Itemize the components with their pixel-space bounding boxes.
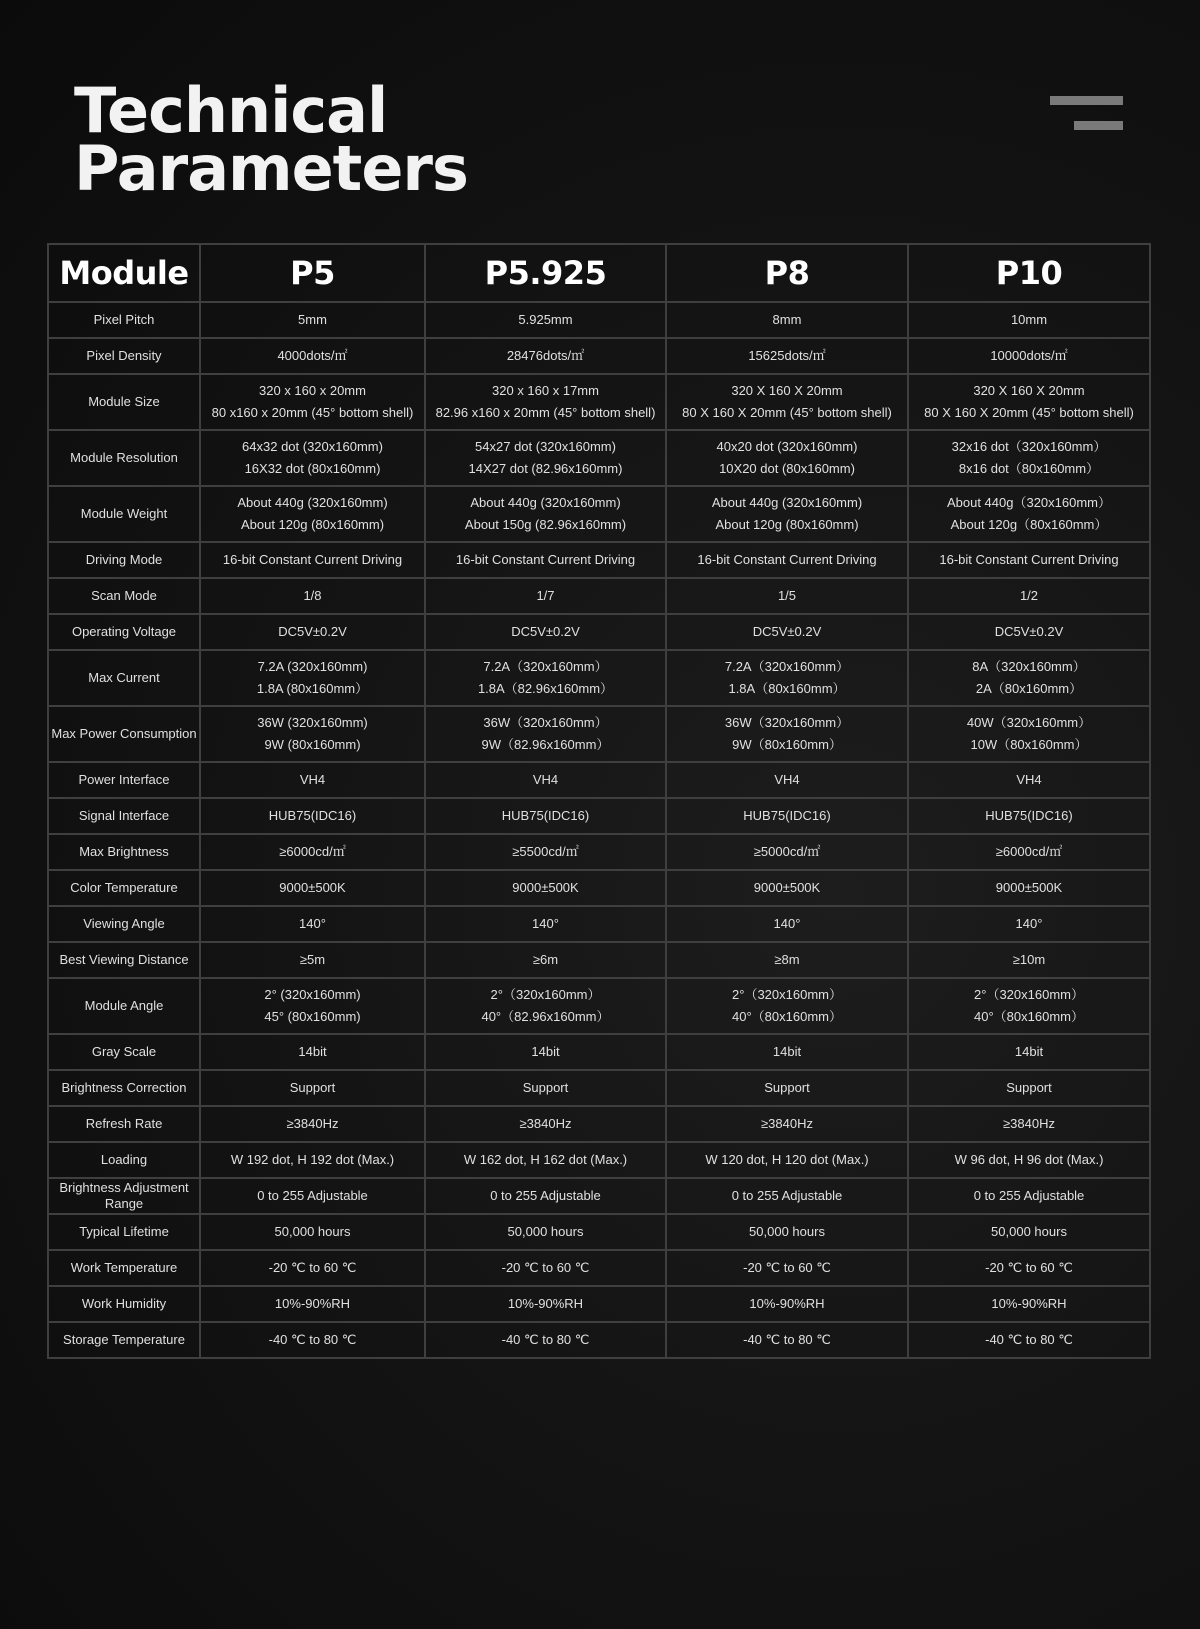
table-cell xyxy=(666,906,908,942)
cell-text-line: 9W (80x160mm) xyxy=(264,737,361,752)
table-cell xyxy=(666,650,908,706)
table-cell xyxy=(908,338,1150,374)
row-label: Refresh Rate xyxy=(48,1106,200,1142)
table-cell xyxy=(200,706,425,762)
table-cell xyxy=(908,906,1150,942)
row-label: Pixel Density xyxy=(48,338,200,374)
table-cell xyxy=(425,542,666,578)
row-label: Max Current xyxy=(48,650,200,706)
table-cell xyxy=(666,978,908,1034)
cell-text-line: About 120g (80x160mm) xyxy=(240,517,385,532)
table-cell xyxy=(200,542,425,578)
cell-text-line: 10mm xyxy=(1010,312,1048,327)
cell-text-line: 7.2A（320x160mm） xyxy=(483,659,608,674)
table-row xyxy=(48,430,1150,486)
table-cell xyxy=(666,338,908,374)
column-header-p10: P10 xyxy=(908,244,1150,302)
cell-text-line: W 192 dot, H 192 dot (Max.) xyxy=(230,1152,395,1167)
cell-text-line: 45° (80x160mm) xyxy=(264,1009,361,1024)
cell-text-line: 320 x 160 x 20mm xyxy=(259,383,366,398)
table-cell xyxy=(200,1142,425,1178)
table-row xyxy=(48,1286,1150,1322)
cell-text-line: 7.2A (320x160mm) xyxy=(257,659,368,674)
cell-text-line: 1/7 xyxy=(536,588,555,603)
row-label: Viewing Angle xyxy=(48,906,200,942)
cell-text-line: 140° xyxy=(532,916,559,931)
table-cell xyxy=(200,762,425,798)
table-cell xyxy=(666,1178,908,1214)
cell-text-line: VH4 xyxy=(299,772,326,787)
row-label: Power Interface xyxy=(48,762,200,798)
table-cell xyxy=(425,1142,666,1178)
cell-text-line: VH4 xyxy=(774,772,800,787)
cell-text-line: 16X32 dot (80x160mm) xyxy=(244,461,381,476)
cell-text-line: -20 ℃ to 60 ℃ xyxy=(985,1260,1073,1275)
cell-text-line: 0 to 255 Adjustable xyxy=(731,1188,843,1203)
cell-text-line: About 440g（320x160mm） xyxy=(946,495,1112,510)
cell-text-line: HUB75(IDC16) xyxy=(743,808,831,823)
cell-text-line: 16-bit Constant Current Driving xyxy=(455,552,636,567)
cell-text-line: 64x32 dot (320x160mm) xyxy=(242,439,383,454)
cell-text-line: 16-bit Constant Current Driving xyxy=(697,552,877,567)
table-cell xyxy=(425,486,666,542)
table-row xyxy=(48,870,1150,906)
cell-text-line: 320 x 160 x 17mm xyxy=(492,383,599,398)
table-cell xyxy=(666,1106,908,1142)
table-row xyxy=(48,650,1150,706)
table-cell xyxy=(908,374,1150,430)
cell-text-line: 40°（80x160mm） xyxy=(732,1009,842,1024)
cell-text-line: 320 X 160 X 20mm xyxy=(731,383,843,398)
cell-text-line: 36W（320x160mm） xyxy=(483,715,608,730)
row-label: Signal Interface xyxy=(48,798,200,834)
cell-text-line: 1.8A（80x160mm） xyxy=(728,681,846,696)
cell-text-line: W 120 dot, H 120 dot (Max.) xyxy=(705,1152,869,1167)
table-cell xyxy=(425,430,666,486)
cell-text-line: 14bit xyxy=(772,1044,802,1059)
table-cell xyxy=(908,1214,1150,1250)
cell-text-line: 80 X 160 X 20mm (45° bottom shell) xyxy=(682,405,892,420)
cell-text-line: ≥5m xyxy=(299,952,326,967)
cell-text-line: 2°（320x160mm） xyxy=(490,987,601,1002)
cell-text-line: 1/8 xyxy=(303,588,322,603)
table-cell xyxy=(666,706,908,762)
table-cell xyxy=(425,762,666,798)
cell-text-line: 82.96 x160 x 20mm (45° bottom shell) xyxy=(435,405,656,420)
parameters-table xyxy=(47,243,1151,1359)
table-cell xyxy=(666,798,908,834)
cell-text-line: 9000±500K xyxy=(995,880,1063,895)
cell-text-line: 7.2A（320x160mm） xyxy=(724,659,850,674)
cell-text-line: -40 ℃ to 80 ℃ xyxy=(501,1332,590,1347)
cell-text-line: 40°（82.96x160mm） xyxy=(481,1009,610,1024)
row-label: Work Humidity xyxy=(48,1286,200,1322)
row-label: Max Brightness xyxy=(48,834,200,870)
table-cell xyxy=(200,614,425,650)
cell-text-line: 14bit xyxy=(298,1044,327,1059)
table-cell xyxy=(666,1034,908,1070)
table-cell xyxy=(908,798,1150,834)
cell-text-line: 50,000 hours xyxy=(991,1224,1067,1239)
row-label: Gray Scale xyxy=(48,1034,200,1070)
page-title xyxy=(74,74,468,205)
cell-text-line: 4000dots/㎡ xyxy=(277,348,348,363)
table-cell xyxy=(666,542,908,578)
table-cell xyxy=(666,430,908,486)
table-cell xyxy=(425,338,666,374)
cell-text-line: 15625dots/㎡ xyxy=(748,348,826,363)
cell-text-line: ≥3840Hz xyxy=(1003,1116,1055,1131)
cell-text-line: DC5V±0.2V xyxy=(278,624,347,639)
table-cell xyxy=(666,942,908,978)
table-cell xyxy=(908,614,1150,650)
table-cell xyxy=(666,302,908,338)
cell-text-line: W 96 dot, H 96 dot (Max.) xyxy=(954,1152,1104,1167)
cell-text-line: 16-bit Constant Current Driving xyxy=(222,552,403,567)
cell-text-line: 1.8A (80x160mm） xyxy=(256,681,369,696)
cell-text-line: ≥3840Hz xyxy=(519,1116,572,1131)
table-cell xyxy=(908,1286,1150,1322)
table-cell xyxy=(425,578,666,614)
cell-text-line: 40W（320x160mm） xyxy=(966,715,1092,730)
row-label: Best Viewing Distance xyxy=(48,942,200,978)
cell-text-line: 2A（80x160mm） xyxy=(975,681,1083,696)
cell-text-line: 50,000 hours xyxy=(507,1224,584,1239)
cell-text-line: Support xyxy=(764,1080,810,1095)
cell-text-line: DC5V±0.2V xyxy=(511,624,580,639)
cell-text-line: 36W (320x160mm) xyxy=(257,715,368,730)
row-label: Brightness Adjustment Range xyxy=(48,1178,200,1214)
cell-text-line: 16-bit Constant Current Driving xyxy=(939,552,1119,567)
row-label: Loading xyxy=(48,1142,200,1178)
cell-text-line: ≥8m xyxy=(774,952,800,967)
table-cell xyxy=(425,1106,666,1142)
table-cell xyxy=(425,1178,666,1214)
table-cell xyxy=(200,1178,425,1214)
cell-text-line: About 440g (320x160mm) xyxy=(470,495,621,510)
table-cell xyxy=(666,578,908,614)
cell-text-line: VH4 xyxy=(1016,772,1042,787)
table-row xyxy=(48,614,1150,650)
cell-text-line: W 162 dot, H 162 dot (Max.) xyxy=(463,1152,628,1167)
cell-text-line: HUB75(IDC16) xyxy=(501,808,590,823)
cell-text-line: 14bit xyxy=(531,1044,560,1059)
table-header-row xyxy=(48,244,1150,302)
table-cell xyxy=(200,1034,425,1070)
table-row xyxy=(48,1322,1150,1358)
table-row xyxy=(48,578,1150,614)
cell-text-line: 10%-90%RH xyxy=(274,1296,351,1311)
cell-text-line: -40 ℃ to 80 ℃ xyxy=(268,1332,357,1347)
table-cell xyxy=(908,1034,1150,1070)
cell-text-line: 40°（80x160mm） xyxy=(974,1009,1084,1024)
table-row xyxy=(48,486,1150,542)
cell-text-line: 40x20 dot (320x160mm) xyxy=(716,439,858,454)
cell-text-line: 32x16 dot（320x160mm） xyxy=(951,439,1107,454)
table-cell xyxy=(666,1214,908,1250)
cell-text-line: 9W（80x160mm） xyxy=(732,737,842,752)
table-cell xyxy=(666,1250,908,1286)
table-cell xyxy=(425,302,666,338)
table-cell xyxy=(200,1286,425,1322)
table-cell xyxy=(425,798,666,834)
cell-text-line: 0 to 255 Adjustable xyxy=(257,1188,368,1203)
table-cell xyxy=(200,430,425,486)
table-cell xyxy=(908,762,1150,798)
table-cell xyxy=(908,1070,1150,1106)
column-header-module: Module xyxy=(48,244,200,302)
row-label: Max Power Consumption xyxy=(48,706,200,762)
cell-text-line: 14X27 dot (82.96x160mm) xyxy=(468,461,623,476)
cell-text-line: 8mm xyxy=(772,312,802,327)
table-row xyxy=(48,338,1150,374)
table-cell xyxy=(908,1142,1150,1178)
cell-text-line: Support xyxy=(1006,1080,1052,1095)
cell-text-line: -20 ℃ to 60 ℃ xyxy=(743,1260,831,1275)
cell-text-line: ≥3840Hz xyxy=(761,1116,813,1131)
cell-text-line: 10W（80x160mm） xyxy=(970,737,1088,752)
cell-text-line: 1/2 xyxy=(1019,588,1039,603)
cell-text-line: 9000±500K xyxy=(753,880,821,895)
cell-text-line: -40 ℃ to 80 ℃ xyxy=(985,1332,1073,1347)
cell-text-line: 5.925mm xyxy=(518,312,573,327)
cell-text-line: About 440g (320x160mm) xyxy=(711,495,863,510)
row-label: Brightness Correction xyxy=(48,1070,200,1106)
table-cell xyxy=(666,486,908,542)
cell-text-line: DC5V±0.2V xyxy=(752,624,822,639)
table-cell xyxy=(425,1286,666,1322)
table-row xyxy=(48,834,1150,870)
table-cell xyxy=(200,1070,425,1106)
column-header-p5: P5 xyxy=(200,244,425,302)
table-row xyxy=(48,978,1150,1034)
cell-text-line: About 150g (82.96x160mm) xyxy=(464,517,627,532)
cell-text-line: -20 ℃ to 60 ℃ xyxy=(501,1260,590,1275)
cell-text-line: HUB75(IDC16) xyxy=(985,808,1073,823)
table-cell xyxy=(425,834,666,870)
cell-text-line: 0 to 255 Adjustable xyxy=(490,1188,601,1203)
table-cell xyxy=(666,1142,908,1178)
table-cell xyxy=(908,1322,1150,1358)
table-cell xyxy=(666,1322,908,1358)
table-row xyxy=(48,1070,1150,1106)
table-cell xyxy=(200,906,425,942)
table-cell xyxy=(200,650,425,706)
table-cell xyxy=(666,614,908,650)
table-cell xyxy=(200,302,425,338)
cell-text-line: Support xyxy=(522,1080,569,1095)
cell-text-line: 0 to 255 Adjustable xyxy=(973,1188,1085,1203)
row-label: Typical Lifetime xyxy=(48,1214,200,1250)
cell-text-line: HUB75(IDC16) xyxy=(268,808,357,823)
table-cell xyxy=(425,906,666,942)
table-row xyxy=(48,762,1150,798)
table-cell xyxy=(666,870,908,906)
table-cell xyxy=(908,1178,1150,1214)
cell-text-line: VH4 xyxy=(532,772,559,787)
table-row xyxy=(48,542,1150,578)
table-cell xyxy=(200,338,425,374)
table-cell xyxy=(908,870,1150,906)
table-cell xyxy=(200,942,425,978)
row-label: Work Temperature xyxy=(48,1250,200,1286)
cell-text-line: 10%-90%RH xyxy=(991,1296,1067,1311)
table-cell xyxy=(425,1322,666,1358)
table-row xyxy=(48,1250,1150,1286)
cell-text-line: Support xyxy=(289,1080,336,1095)
cell-text-line: 50,000 hours xyxy=(749,1224,825,1239)
table-row xyxy=(48,798,1150,834)
table-cell xyxy=(908,578,1150,614)
table-cell xyxy=(425,870,666,906)
cell-text-line: 10%-90%RH xyxy=(749,1296,825,1311)
cell-text-line: About 440g (320x160mm) xyxy=(237,495,388,510)
cell-text-line: ≥6000cd/㎡ xyxy=(279,844,346,859)
table-cell xyxy=(200,870,425,906)
cell-text-line: 140° xyxy=(299,916,326,931)
cell-text-line: ≥5500cd/㎡ xyxy=(512,844,579,859)
column-header-p8: P8 xyxy=(666,244,908,302)
table-row xyxy=(48,906,1150,942)
table-cell xyxy=(200,486,425,542)
row-label: Color Temperature xyxy=(48,870,200,906)
table-row xyxy=(48,942,1150,978)
cell-text-line: 9000±500K xyxy=(512,880,579,895)
cell-text-line: 10X20 dot (80x160mm) xyxy=(719,461,855,476)
cell-text-line: 8x16 dot（80x160mm） xyxy=(958,461,1100,476)
cell-text-line: DC5V±0.2V xyxy=(994,624,1064,639)
cell-text-line: ≥5000cd/㎡ xyxy=(753,844,821,859)
table-cell xyxy=(666,1070,908,1106)
cell-text-line: 140° xyxy=(773,916,801,931)
table-cell xyxy=(666,834,908,870)
table-cell xyxy=(200,1106,425,1142)
table-row xyxy=(48,374,1150,430)
cell-text-line: 50,000 hours xyxy=(274,1224,351,1239)
column-header-p5-925: P5.925 xyxy=(425,244,666,302)
table-row xyxy=(48,706,1150,762)
table-cell xyxy=(425,374,666,430)
row-label: Storage Temperature xyxy=(48,1322,200,1358)
cell-text-line: 8A（320x160mm） xyxy=(972,659,1086,674)
table-cell xyxy=(425,614,666,650)
table-cell xyxy=(908,1250,1150,1286)
table-cell xyxy=(908,486,1150,542)
table-body xyxy=(48,302,1150,1358)
cell-text-line: 2°（320x160mm） xyxy=(974,987,1084,1002)
table-row xyxy=(48,302,1150,338)
table-cell xyxy=(666,374,908,430)
table-cell xyxy=(908,650,1150,706)
cell-text-line: 5mm xyxy=(298,312,327,327)
table-cell xyxy=(425,1034,666,1070)
cell-text-line: 54x27 dot (320x160mm) xyxy=(475,439,616,454)
cell-text-line: ≥6m xyxy=(532,952,559,967)
table-cell xyxy=(666,762,908,798)
table-cell xyxy=(425,942,666,978)
table-cell xyxy=(425,978,666,1034)
cell-text-line: 1/5 xyxy=(777,588,797,603)
table-cell xyxy=(908,542,1150,578)
cell-text-line: ≥3840Hz xyxy=(286,1116,339,1131)
table-cell xyxy=(200,798,425,834)
table-cell xyxy=(200,1322,425,1358)
table-cell xyxy=(666,1286,908,1322)
row-label: Pixel Pitch xyxy=(48,302,200,338)
row-label: Module Resolution xyxy=(48,430,200,486)
cell-text-line: About 120g（80x160mm） xyxy=(950,517,1108,532)
table-row xyxy=(48,1214,1150,1250)
table-cell xyxy=(908,978,1150,1034)
row-label: Module Size xyxy=(48,374,200,430)
table-cell xyxy=(200,578,425,614)
cell-text-line: 320 X 160 X 20mm xyxy=(973,383,1085,398)
table-cell xyxy=(200,374,425,430)
table-cell xyxy=(908,834,1150,870)
cell-text-line: 140° xyxy=(1015,916,1043,931)
table-cell xyxy=(425,1214,666,1250)
cell-text-line: 36W（320x160mm） xyxy=(724,715,850,730)
cell-text-line: -20 ℃ to 60 ℃ xyxy=(268,1260,357,1275)
cell-text-line: 9W（82.96x160mm） xyxy=(481,737,610,752)
table-cell xyxy=(200,834,425,870)
row-label: Module Angle xyxy=(48,978,200,1034)
cell-text-line: 1.8A（82.96x160mm） xyxy=(477,681,614,696)
cell-text-line: About 120g (80x160mm) xyxy=(715,517,859,532)
table-cell xyxy=(908,1106,1150,1142)
table-cell xyxy=(908,302,1150,338)
table-row xyxy=(48,1142,1150,1178)
row-label: Scan Mode xyxy=(48,578,200,614)
table-cell xyxy=(425,1250,666,1286)
table-cell xyxy=(200,1214,425,1250)
table-row xyxy=(48,1106,1150,1142)
table-cell xyxy=(908,706,1150,762)
table-row xyxy=(48,1034,1150,1070)
cell-text-line: 10%-90%RH xyxy=(507,1296,584,1311)
cell-text-line: 80 X 160 X 20mm (45° bottom shell) xyxy=(924,405,1134,420)
cell-text-line: -40 ℃ to 80 ℃ xyxy=(743,1332,831,1347)
table-cell xyxy=(908,942,1150,978)
title-line-1: Technical xyxy=(74,74,388,147)
table-cell xyxy=(425,1070,666,1106)
table-cell xyxy=(200,978,425,1034)
cell-text-line: 9000±500K xyxy=(279,880,346,895)
cell-text-line: 14bit xyxy=(1014,1044,1044,1059)
row-label: Module Weight xyxy=(48,486,200,542)
cell-text-line: 2° (320x160mm) xyxy=(264,987,361,1002)
table-cell xyxy=(200,1250,425,1286)
table-cell xyxy=(425,650,666,706)
row-label: Driving Mode xyxy=(48,542,200,578)
menu-bar-top-decoration xyxy=(1050,96,1123,105)
title-line-2: Parameters xyxy=(74,132,468,205)
table-row xyxy=(48,1178,1150,1214)
row-label: Operating Voltage xyxy=(48,614,200,650)
cell-text-line: 80 x160 x 20mm (45° bottom shell) xyxy=(211,405,414,420)
cell-text-line: 10000dots/㎡ xyxy=(990,348,1068,363)
menu-bar-bottom-decoration xyxy=(1074,121,1123,130)
table-cell xyxy=(908,430,1150,486)
table-cell xyxy=(425,706,666,762)
cell-text-line: ≥6000cd/㎡ xyxy=(995,844,1063,859)
cell-text-line: ≥10m xyxy=(1012,952,1046,967)
cell-text-line: 28476dots/㎡ xyxy=(506,348,585,363)
cell-text-line: 2°（320x160mm） xyxy=(732,987,842,1002)
